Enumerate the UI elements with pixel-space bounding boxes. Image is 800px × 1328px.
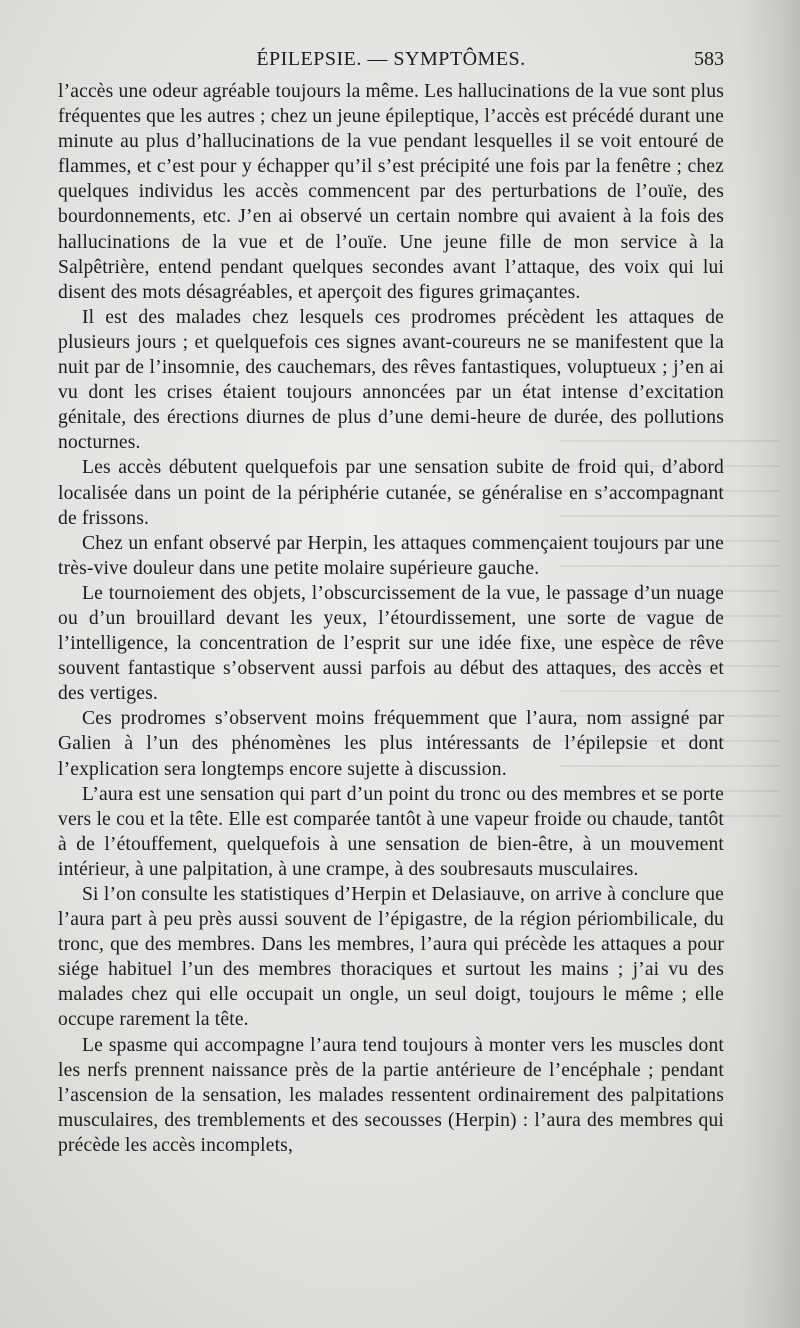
paragraph: Chez un enfant observé par Herpin, les attaques commençaient toujours par une très-vive douleur dans une petite molaire supérieure gauche. [58,532,724,579]
page-edge-shadow [740,0,800,1328]
running-head: ÉPILEPSIE. — SYMPTÔMES. [256,48,526,70]
page-header [58,48,724,74]
paragraph: Si l’on consulte les statistiques d’Herpin et Delasiauve, on arrive à conclure que l’aura part à peu près aussi souvent de l’épigastre, de la région périombilicale, du tronc, que des membres. Dans les membres, l’aura qui précède les attaques a pour siége habituel l’un des membres thoraciques et surtout les mains ; j’ai vu des malades chez qui elle occupait un ongle, un seul doigt, toujours le même ; elle occupe rarement la tête. [58,884,724,1031]
paragraph: L’aura est une sensation qui part d’un point du tronc ou des membres et se porte vers le cou et la tête. Elle est comparée tantôt à une vapeur froide ou chaude, tantôt à de l’étouffement, quelquefois à une sensation de bien-être, à un mouvement intérieur, à une palpitation, à une crampe, à des soubresauts musculaires. [58,783,724,880]
body-text [58,79,724,1158]
paragraph: l’accès une odeur agréable toujours la même. Les hallucinations de la vue sont plus fréquentes que les autres ; chez un jeune épileptique, l’accès est précédé durant une minute au plus d’hallucinations de la vue pendant lesquelles il se voit entouré de flammes, et c’est pour y échapper qu’il s’est précipité une fois par la fenêtre ; chez quelques individus les accès commencent par des perturbations de l’ouïe, des bourdonnements, etc. J’en ai observé un certain nombre qui avaient à la fois des hallucinations de la vue et de l’ouïe. Une jeune fille de mon service à la Salpêtrière, entend pendant quelques secondes avant l’attaque, des voix qui lui disent des mots désagréables, et aperçoit des figures grimaçantes. [58,81,724,303]
paragraph: Le tournoiement des objets, l’obscurcissement de la vue, le passage d’un nuage ou d’un brouillard devant les yeux, l’étourdissement, une sorte de vague de l’intelligence, la concentration de l’esprit sur une idée fixe, une espèce de rêve souvent fantastique s’observent aussi parfois au début des attaques, des accès et des vertiges. [58,582,724,705]
paragraph: Ces prodromes s’observent moins fréquemment que l’aura, nom assigné par Galien à l’un des phénomènes les plus intéressants de l’épilepsie et dont l’explication sera longtemps encore sujette à discussion. [58,708,724,780]
paragraph: Les accès débutent quelquefois par une sensation subite de froid qui, d’abord localisée dans un point de la périphérie cutanée, se généralise en s’accompagnant de frissons. [58,457,724,529]
paragraph: Il est des malades chez lesquels ces prodromes précèdent les attaques de plusieurs jours ; et quelquefois ces signes avant-coureurs ne se manifestent que la nuit par de l’insomnie, des cauchemars, des rêves fantastiques, voluptueux ; j’en ai vu dont les crises étaient toujours annoncées par un état intense d’excitation génitale, des érections diurnes de plus d’une demi-heure de durée, des pollutions nocturnes. [58,306,724,454]
page-number: 583 [694,48,724,70]
paragraph: Le spasme qui accompagne l’aura tend toujours à monter vers les muscles dont les nerfs prennent naissance près de la partie antérieure de l’encéphale ; pendant l’ascension de la sensation, les malades ressentent ordinairement des palpitations musculaires, des tremblements et des secousses (Herpin) : l’aura des membres qui précède les accès incomplets, [58,1034,724,1156]
